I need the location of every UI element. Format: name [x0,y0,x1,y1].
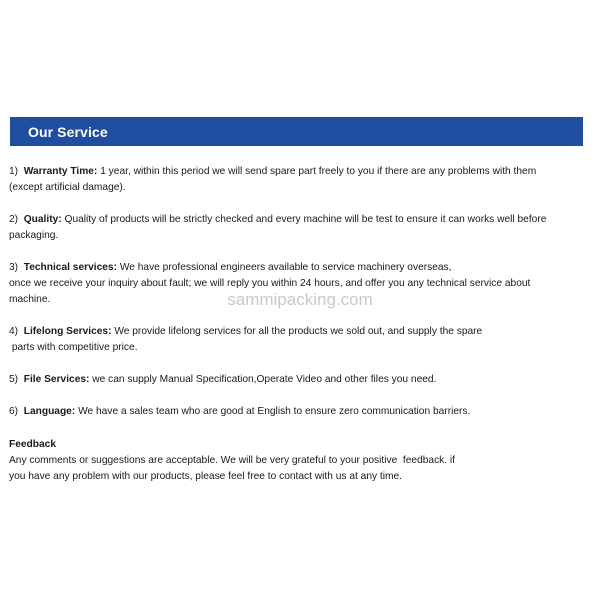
item-number: 1) [9,166,19,177]
feedback-text: Any comments or suggestions are acceptable. We will be very grateful to your positive feedback. if [9,455,456,466]
item-text: 1 year, within this period we will send spare part freely to you if there are any problems with them [100,166,537,177]
item-label: Lifelong Services: [23,326,112,337]
item-first-line [9,372,587,388]
item-first-line [9,324,587,340]
item-first-line [9,260,587,276]
feedback-section [9,437,587,485]
item-number: 5) [9,374,19,385]
item-text: packaging. [9,230,59,241]
feedback-title: Feedback [9,439,56,450]
item-text: We have a sales team who are good at English to ensure zero communication barriers. [78,406,471,417]
item-number: 2) [9,214,19,225]
item-number: 6) [9,406,19,417]
service-item-quality [9,212,587,244]
item-text: we can supply Manual Specification,Operate Video and other files you need. [89,374,437,385]
service-item-language [9,404,587,420]
item-text: once we receive your inquiry about fault; we will reply you within 24 hours, and offer you any technical service about [9,278,531,289]
service-item-warranty [9,164,587,196]
section-header-bar [10,117,583,146]
item-text: machine. [9,294,51,305]
section-title: Our Service [28,123,108,140]
item-label: File Services: [23,374,90,385]
item-label: Language: [23,406,76,417]
item-number: 3) [9,262,19,273]
service-item-technical [9,260,587,308]
service-item-files [9,372,587,388]
item-text: (except artificial damage). [9,182,126,193]
item-text: Quality of products will be strictly checked and every machine will be test to ensure it can works well before [64,214,547,225]
watermark-text: sammipacking.com [227,290,373,309]
service-item-lifelong [9,324,587,356]
item-first-line [9,212,587,228]
item-label: Technical services: [23,262,117,273]
item-number: 4) [9,326,19,337]
item-text: parts with competitive price. [9,342,138,353]
item-first-line [9,404,587,420]
item-text: We have professional engineers available to service machinery overseas, [119,262,452,273]
item-label: Quality: [23,214,62,225]
feedback-text: you have any problem with our products, please feel free to contact with us at any time. [9,471,402,482]
item-first-line [9,164,587,180]
item-text: We provide lifelong services for all the products we sold out, and supply the spare [111,326,483,337]
item-label: Warranty Time: [23,166,98,177]
